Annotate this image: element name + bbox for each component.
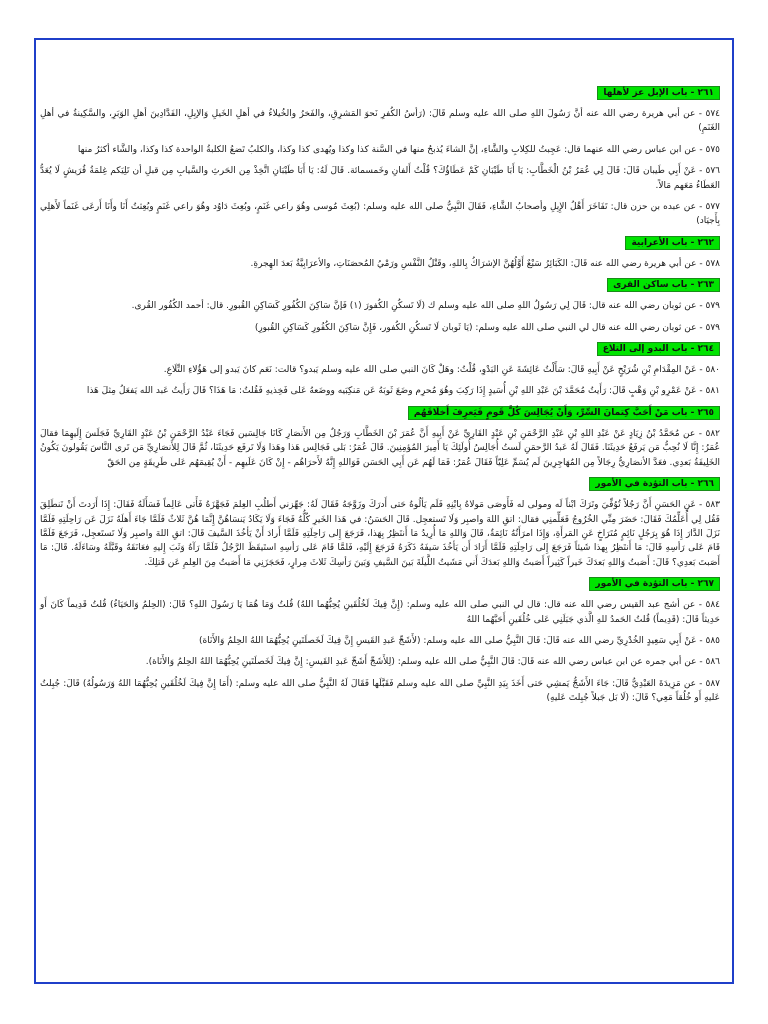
hadith-578: ٥٧٨ - عن أبي هريرة رضي الله عنه قَالَ: الكَبَائِرُ سَبْعٌ أَوَّلُهُنَّ الإشرَاكُ بِاللهِ، وقَتْلُ النَّفْسِ ورَمْيُ المُحصَنَاتِ، والأعرَابِيَّةُ بَعدَ الهِجرةِ. (250, 258, 720, 269)
section-heading: ٢٦١ - باب الإبل عز لأهلها (597, 86, 720, 100)
section-264 (40, 342, 720, 399)
section-heading: ٢٦٤ - باب البدو إلى التلاع (597, 342, 720, 356)
hadith-581: ٥٨١ - عَنْ عَمْرِو بْنِ وَهْبٍ قَالَ: رَأَيتُ مُحَمَّدَ بْنَ عَبْدِ اللهِ بْنِ أُسَيدٍ إِذَا رَكِبَ وهُوَ مُحرِم وضَعَ ثَوبَهُ عَن مَنكِبَيه ووضَعهُ عَلى فَخِذيهِ فَقُلتُ: مَا هَذَا؟ قَالَ رَأَيتُ عَبد الله يَفعَلُ مِثلَ هَذا (86, 386, 720, 397)
hadith-586: ٥٨٦ - عن أبي جمره عن ابن عباس رضي الله عنه قَالَ: قَالَ النَّبِيُّ صلى الله عليه وسلم: (لِلأَشَجِّ أَشَجِّ عَبدِ القَيسِ: إِنَّ فِيكَ لَخَصلَتَينِ يُحِبُّهُمَا اللهُ الحِلمُ وَالأَنَاة). (145, 657, 720, 668)
hadith-585: ٥٨٥ - عَنْ أَبِي سَعِيدٍ الخُدْرِيِّ رضي الله عنه قَالَ: قَالَ النَّبِيُّ صلى الله عليه وسلم: (لأَشَجِّ عَبدِ القَيسِ إِنَّ فِيكَ لَخَصلَتَينِ يُحِبُّهُمَا اللهُ الحِلمُ وَالأَنَاة) (198, 635, 720, 646)
hadith-587: ٥٨٧ - عن مَزِيدَةَ العَبْدِيُّ قَالَ: جَاءَ الأَشَجُّ يَمشِي حَتى أَخَذَ بِيَدِ النَّبِيِّ صلى الله عليه وسلم فَقَبَّلَها فَقَالَ لَهُ النَّبِيُّ صلى الله عليه وسلم: (أَمَا إِنَّ فِيكَ لَخُلُقَينِ يُحِبُّهُمَا اللهُ وَرَسُولُهُ) قَالَ: جُبِلتُ عَليهِ أَو خُلُقاً مَعِي؟ قَالَ: (لَا بَل جَبلاً جُبِلتَ عَليهِ) (40, 678, 720, 704)
hadith-579b: ٥٧٩ - عن ثوبان رضي الله عنه قال لي النبي صلى الله عليه وسلم: (يَا ثَوبان لَا تَسكُنِ الكُفور، فَإِنَّ سَاكِنَ الكُفُورِ كَسَاكِنِ القُبورِ) (254, 322, 720, 333)
section-heading: ٢٦٦ - باب التؤدة في الأمور (589, 477, 720, 491)
section-266 (40, 477, 720, 570)
section-261 (40, 86, 720, 229)
hadith-583: ٥٨٣ - عَنِ الحَسَنِ أَنَّ رَجُلاً تُوُفِّيَ وتَرَكَ ابْناً لَه ومولى له فَأَوصَى مَولاهُ بِابْنِهِ فَلَم يَألُوهُ حَتى أَدرَكَ وزَوَّجَهُ فَقَالَ لَهُ: جَهِّزني أَطلُبِ العِلمَ فَجَهَّزَهُ فَأَتى عَالِماً فَسَأَلَهُ فَقَالَ: إِذَا أَرَدتَ أَنْ تَنطَلِقَ فَقُل لِي أُعَلِّمُكَ فَقَالَ: حَضَرَ مِنِّي الخُرُوجُ فَعَلِّمنِي فقال: اتقِ اللهَ واصبِر وَلَا تَستعجِل. قَالَ الحَسَنُ: في هَذا الخَيرِ كُلُّهُ فَجَاءَ وَلَا يَكَادُ يَنسَاهُنَّ إِنَّمَا هُنَّ ثَلاثٌ فَلَمَّا جَاءَ أَهلَهُ نَزَلَ عَن رَاحِلَتِهِ فَلَمَّا نَزَلَ الدَّارَ إِذَا هُوَ بِرَجُلٍ نَائِمٍ مُتَرَاخٍ عَنِ المَرأَةِ، وَإِذَا امرَأَتُهُ نَائِمَةٌ، قَالَ وَاللهِ مَا أُرِيدُ مَا أَنتَظِرُ بِهَذا، فَرَجَعَ إِلى رَاحِلَتِهِ فَلَمَّا أَرادَ أَنْ يَأخُذَ السَّيفَ قَالَ: اتقِ اللهَ واصبِر وَلَا تَستَعجِل، فَرَجَعَ فَلَمَّا قَامَ عَلى رَأسِهِ قَالَ: مَا أَنتَظِرُ بِهذا شَيئاً فَرَجَعَ إِلى رَاحِلَتِهِ فَلَمَّا أَرَادَ أَن يَأخُذَ سَيفَهُ ذَكَرَهُ فَرَجَعَ إِلَيْهِ، فَلمَّا قَامَ عَلى رَأسِهِ استَيقَظَ الرَّجُلُ فَلَمَّا رَآهُ وَثَبَ إِليهِ فعَانَقَهُ وقَبَّلَهُ وسَاءَلَهُ. قَالَ: مَا أَصَبتَ بَعدِي؟ قَالَ: أَصَبتُ وَاللهِ بَعدَكَ خَيراً كَثِيراً أَصَبتُ وَاللهِ بَعدَكَ أَني مَشَيتُ اللَّيلَةَ بَينَ السَّيفِ وَبَينَ رَأسِكَ ثَلاثَ مِرارٍ، فَحَجَزَنِي مَا أَصَبتُ مِنَ العِلمِ عَن قَتلِكَ. (40, 500, 720, 568)
hadith-577: ٥٧٧ - عن عبده بن حزن قال: تَفَاخَرَ أَهْلُ الإِبِلِ وأصحابُ الشَّاءِ، فَقَالَ النَّبِيُّ صلى الله عليه وسلم: (بُعِثَ مُوسى وهُوَ راعي غَنَمٍ، وبُعِثَ دَاوُد وهُوَ راعي غَنَمٍ وبُعِثتُ أَنَا وأَنَا أَرعَى غَنَماً لأَهلِي بِأَجيَاد) (40, 202, 720, 227)
section-262 (40, 236, 720, 271)
section-heading: ٢٦٧ - باب التؤدة في الأمور (589, 577, 720, 591)
hadith-575: ٥٧٥ - عن ابن عباس رضي الله عنهما قال: عَجِبتُ للكِلابِ والشَّاءِ، إنَّ الشاءَ يُذبحُ منها في السَّنة كذا وكذا ويُهدى كذا وكذا، والكلبُ تَضعُ الكلبةُ الواحدة كذا وكذا، والشَّاء أكثرُ منها (77, 144, 720, 155)
hadith-582: ٥٨٢ - عن مُحَمَّدُ بْنُ زِيَادٍ عَنْ عَبْدِ اللهِ بْنِ عَبْدِ الرَّحْمَنِ بْنِ عَبْدٍ القَارِيِّ عَنْ أَبِيهِ أَنَّ عُمَرَ بْنَ الخَطَّابِ وَرَجُلٌ مِن الأَنصَارِ كَانَا جَالِسَين فَجَاءَ عَبْدُ الرَّحْمَنِ بْنُ عَبْدٍ القَارِيِّ فَجَلَسَ إِلَيهِمَا فقالَ عُمَرُ: إِنَّا لَا نُحِبُّ مَن يَرفَعُ حَدِيثَنَا. فَقَالَ لَهُ عَبدُ الرَّحمَنِ لَستُ أُجَالِسُ أُولَئِكَ يَا أَمِيرَ المُؤمِنِينَ. قَالَ عُمَرُ: بَلى فَجَالِس هَذا وهَذا وَلَا تَرفَع حَدِيثَنَا، ثُمَّ قَالَ لِلأَنصَارِيِّ مَن تَرى النَّاسَ يَقُولونَ يَكُونُ الخَلِيفَةُ بَعدِي. فعَدَّ الأنصَارِيُّ رِجَالاً مِن المُهَاجِرِينَ لَم يُسَمِّ عَلِيّاً فَقَالَ عُمَرُ: فَمَا لَهُم عَن أَبِي الحَسَن فَوَاللهِ إِنَّهُ لأَحرَاهُم - إِنْ كَانَ عَلَيهِم - أَنْ يُقِيمَهُم عَلى طَرِيقَةٍ مِن الحَقّ (40, 428, 720, 468)
section-heading: ٢٦٥ - باب مَنْ أَحَبَّ كِتمانَ السِّرِّ، وَأَنْ يُجَالِسَ كُلَّ قَومٍ فَيَعرِفَ أَخلَاقَهُم (408, 406, 720, 420)
hadith-576: ٥٧٦ - عَنْ أَبِي طَيبان قَالَ: قَالَ لِي عُمَرُ بْنُ الْخَطَّابِ: يَا أَبَا طَيْبَانِ كَمْ عَطَاؤُكَ؟ قُلْتُ أَلفانِ وخَمسمائة. قَالَ لَهُ: يَا أَبَا طَيْبَانِ اتَّخِذْ مِن الحَرثِ والسَّيابِ مِن قبلِ أن تَلِيَكم غِلمَةُ قُرَيشٍ لَا يُعَدُّ العَطَاءُ مَعَهم مَالاً. (40, 166, 720, 191)
hadith-579a: ٥٧٩ - عن ثوبان رضي الله عنه قال: قَالَ لِي رَسُولُ اللهِ صلى الله عليه وسلم ك (لَا تَسكُنِ الكُفورَ (١) فَإنَّ سَاكِنَ الكُفُورِ كَسَاكِنِ القُبورِ. قال: أحمد الكُفُور القُرى. (131, 301, 720, 312)
section-heading: ٢٦٣ - باب ساكن القرى (607, 278, 720, 292)
hadith-574: ٥٧٤ - عن أبي هريرة رضي الله عنه أنَّ رَسُولَ اللهِ صلى الله عليه وسلم قَالَ: (رَأسُ الكُفرِ نَحوَ المَشرِقِ، والفَخرُ والخُيلاءُ في أهلِ الخَيلِ وَالإبِلِ، الفَدَّادِينَ أهلِ الوَبَرِ، والسَّكِينةُ في أهلِ الغَنَمِ) (40, 109, 720, 134)
section-265 (40, 406, 720, 470)
document-body (40, 86, 720, 713)
hadith-584: ٥٨٤ - عن أشج عبد القيس رضي الله عنه قال: قال لي النبي صلى الله عليه وسلم: (إِنَّ فِيكَ لَخُلُقَينِ يُحِبُّهُما اللهُ) قُلتُ وَمَا هُمَا يَا رَسُولَ اللهِ؟ قَالَ: (الحِلمُ وَالحَيَاءُ) قُلتُ قَدِيماً كَانَ أَو حَدِيثاً قَالَ: (قَدِيماً) قُلتُ الحَمدُ للهِ الَّذي جَبَلَنِي عَلى خُلُقَينِ أَحَبَّهُما اللهُ (40, 600, 720, 625)
section-263 (40, 278, 720, 335)
hadith-580: ٥٨٠ - عَنْ المِقْدَامِ بْنِ شُرَيْحٍ عَنْ أَبِيهِ قَالَ: سَأَلْتُ عَائِشَةَ عَنِ البَدْوِ، قُلْتُ: وهَلْ كَانَ النبي صلى الله عليه وسلم يَبدو؟ قالت: نَعَم كانَ يَبدو إلى هَؤُلاءِ التِّلَاعِ. (163, 365, 720, 376)
section-heading: ٢٦٢ - باب الأعرابية (625, 236, 720, 250)
section-267 (40, 577, 720, 705)
